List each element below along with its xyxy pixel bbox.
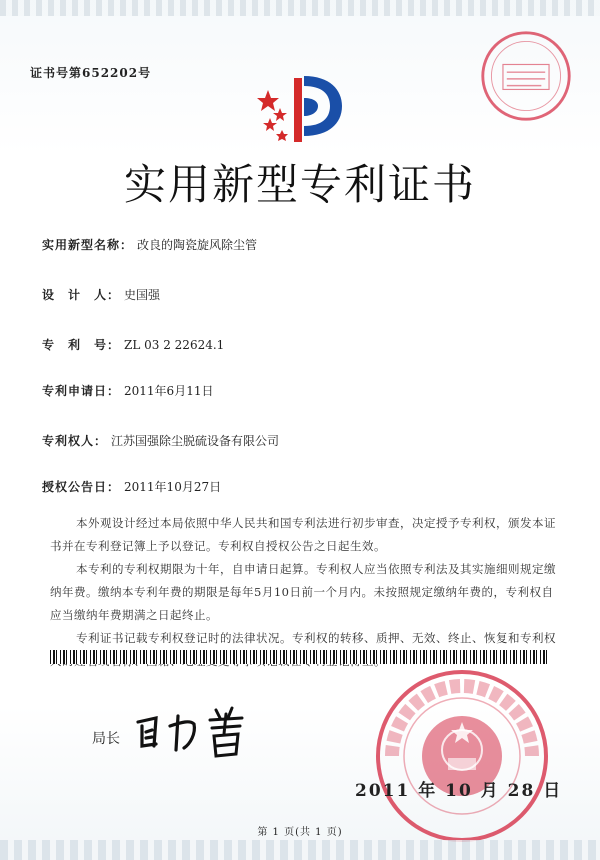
patent-office-logo-icon [250,68,350,148]
certificate-body-text [50,512,562,673]
field-value: 2011年10月27日 [124,480,222,494]
body-paragraph: 本外观设计经过本局依照中华人民共和国专利法进行初步审查，决定授予专利权，颁发本证书并在专利登记簿上予以登记。专利权自授权公告之日起生效。 [50,516,556,553]
field-label: 实用新型名称： [42,238,134,252]
director-label: 局长 [92,731,120,747]
decorative-bottom-border [0,840,600,860]
field-patentee [42,432,279,449]
field-label: 专利权人： [42,434,108,448]
field-value: 江苏国强除尘脱硫设备有限公司 [111,434,280,448]
field-label: 专 利 号： [42,338,121,352]
field-application-date [42,382,213,399]
certificate-title: 实用新型专利证书 [123,160,476,209]
body-paragraph: 专利证书记载专利权登记时的法律状况。专利权的转移、质押、无效、终止、恢复和专利权 [76,631,556,645]
page-number: 第 1 页(共 1 页) [257,827,343,838]
certificate-number: 证书号第652202号 [30,66,152,80]
issue-date: 2011 年 10 月 28 日 [355,781,563,801]
field-label: 专利申请日： [42,384,121,398]
field-value: 2011年6月11日 [124,384,214,398]
body-paragraph: 本专利的专利权期限为十年，自申请日起算。专利权人应当依照专利法及其实施细则规定缴纳年费。缴纳本专利年费的期限是每年5月10日前一个月内。未按照规定缴纳年费的，专利权自应当缴纳年费期满之日起终止。 [50,562,556,622]
decorative-top-border [0,0,600,16]
national-ip-office-seal-icon [372,666,552,846]
barcode [50,650,548,664]
field-grant-date [42,478,221,495]
field-label: 授权公告日： [42,480,121,494]
patent-seal-stamp-icon [478,28,574,124]
field-designer [42,286,160,303]
field-value: ZL 03 2 22624.1 [124,338,225,352]
director-signature-icon [130,700,280,760]
field-label: 设 计 人： [42,288,121,302]
field-value: 改良的陶瓷旋风除尘管 [137,238,258,252]
field-value: 史国强 [124,288,161,302]
field-utility-model-name [42,236,257,253]
field-patent-number [42,336,224,353]
